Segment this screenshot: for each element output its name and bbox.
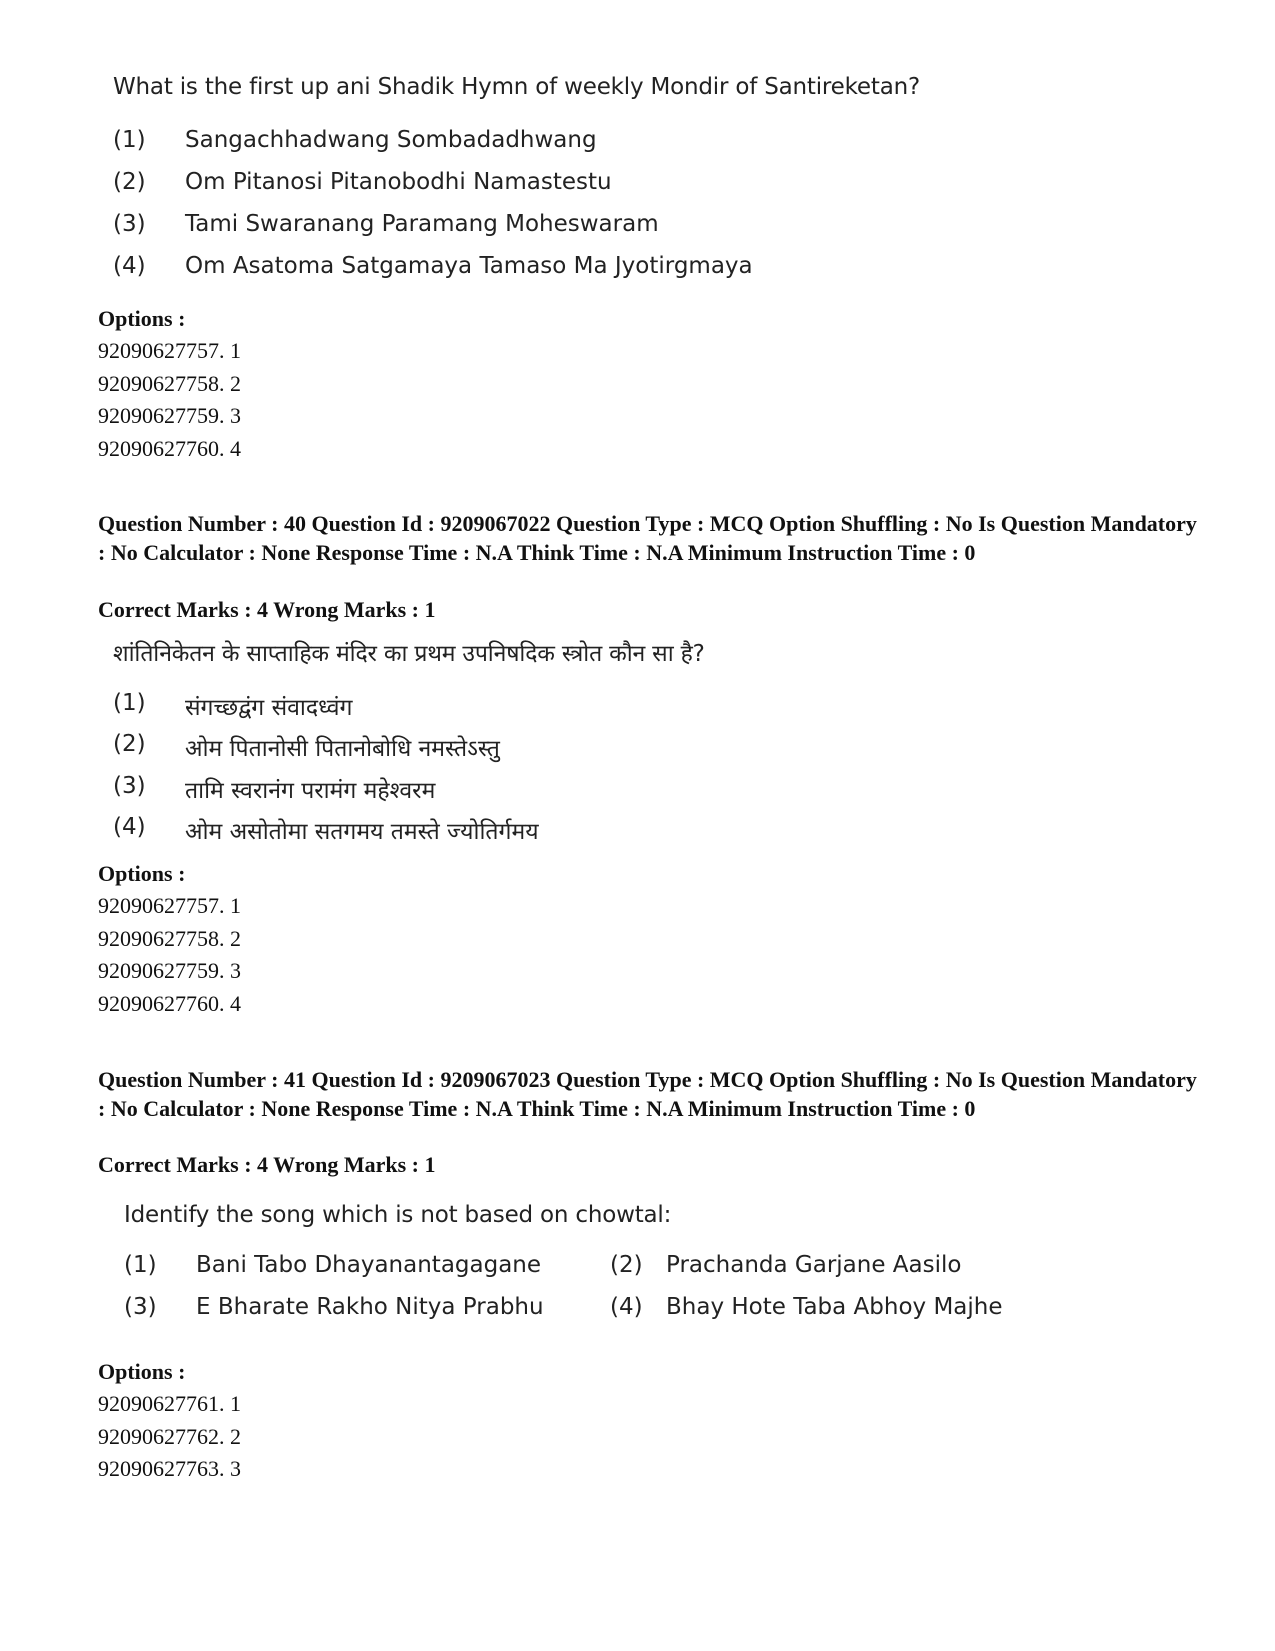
q40-meta: Question Number : 40 Question Id : 9209067022 Question Type : MCQ Option Shuffling : No Is Question Mandatory : No Calculator : None Response Time : N.A Think Time : N.A Minimum Instruction Time : 0 xyxy=(98,511,1197,565)
option-text: Tami Swaranang Paramang Moheswaram xyxy=(185,211,659,237)
q41-option-id-2: 92090627762. 2 xyxy=(98,1424,241,1449)
q39-option-id-4: 92090627760. 4 xyxy=(98,436,241,461)
option-text: तामि स्वरानंग परामंग महेश्वरम xyxy=(185,778,436,804)
q39-option-id-3: 92090627759. 3 xyxy=(98,403,241,428)
option-text: ओम पितानोसी पितानोबोधि नमस्तेऽस्तु xyxy=(185,736,500,762)
q39-option-id-2: 92090627758. 2 xyxy=(98,371,241,396)
option-text: E Bharate Rakho Nitya Prabhu xyxy=(196,1294,544,1320)
option-text: Om Asatoma Satgamaya Tamaso Ma Jyotirgmaya xyxy=(185,253,753,279)
q41-meta: Question Number : 41 Question Id : 9209067023 Question Type : MCQ Option Shuffling : No Is Question Mandatory : No Calculator : None Response Time : N.A Think Time : N.A Minimum Instruction Time : 0 xyxy=(98,1067,1197,1121)
option-number: (2) xyxy=(113,731,146,757)
option-number: (3) xyxy=(124,1294,157,1320)
q40-marks: Correct Marks : 4 Wrong Marks : 1 xyxy=(98,597,436,622)
q39-question-image xyxy=(113,74,1013,294)
q39-options-label: Options : xyxy=(98,306,186,331)
option-text: ओम असोतोमा सतगमय तमस्ते ज्योतिर्गमय xyxy=(185,819,539,845)
q41-options-label: Options : xyxy=(98,1359,186,1384)
q41-marks: Correct Marks : 4 Wrong Marks : 1 xyxy=(98,1152,436,1177)
option-number: (4) xyxy=(113,253,146,279)
option-text: Om Pitanosi Pitanobodhi Namastestu xyxy=(185,169,612,195)
option-number: (2) xyxy=(610,1252,643,1278)
q39-question-text: What is the first up ani Shadik Hymn of weekly Mondir of Santireketan? xyxy=(113,74,920,100)
q40-option-id-4: 92090627760. 4 xyxy=(98,991,241,1016)
option-text: Prachanda Garjane Aasilo xyxy=(666,1252,962,1278)
option-number: (1) xyxy=(124,1252,157,1278)
option-number: (2) xyxy=(113,169,146,195)
q41-question-image xyxy=(124,1202,1024,1332)
q40-question-image xyxy=(113,636,1013,856)
option-text: संगच्छद्वंग संवादध्वंग xyxy=(185,695,353,721)
option-number: (3) xyxy=(113,773,146,799)
q40-option-id-1: 92090627757. 1 xyxy=(98,893,241,918)
q40-options-label: Options : xyxy=(98,861,186,886)
q40-option-id-3: 92090627759. 3 xyxy=(98,958,241,983)
q41-option-id-1: 92090627761. 1 xyxy=(98,1391,241,1416)
option-number: (1) xyxy=(113,690,146,716)
q40-question-text: शांतिनिकेतन के साप्ताहिक मंदिर का प्रथम उपनिषदिक स्त्रोत कौन सा है? xyxy=(113,641,705,667)
option-text: Sangachhadwang Sombadadhwang xyxy=(185,127,597,153)
option-number: (3) xyxy=(113,211,146,237)
option-text: Bhay Hote Taba Abhoy Majhe xyxy=(666,1294,1003,1320)
q41-question-text: Identify the song which is not based on chowtal: xyxy=(124,1202,672,1228)
option-number: (1) xyxy=(113,127,146,153)
option-number: (4) xyxy=(610,1294,643,1320)
option-text: Bani Tabo Dhayanantagagane xyxy=(196,1252,542,1278)
q41-option-id-3: 92090627763. 3 xyxy=(98,1456,241,1481)
q39-option-id-1: 92090627757. 1 xyxy=(98,338,241,363)
option-number: (4) xyxy=(113,814,146,840)
q40-option-id-2: 92090627758. 2 xyxy=(98,926,241,951)
